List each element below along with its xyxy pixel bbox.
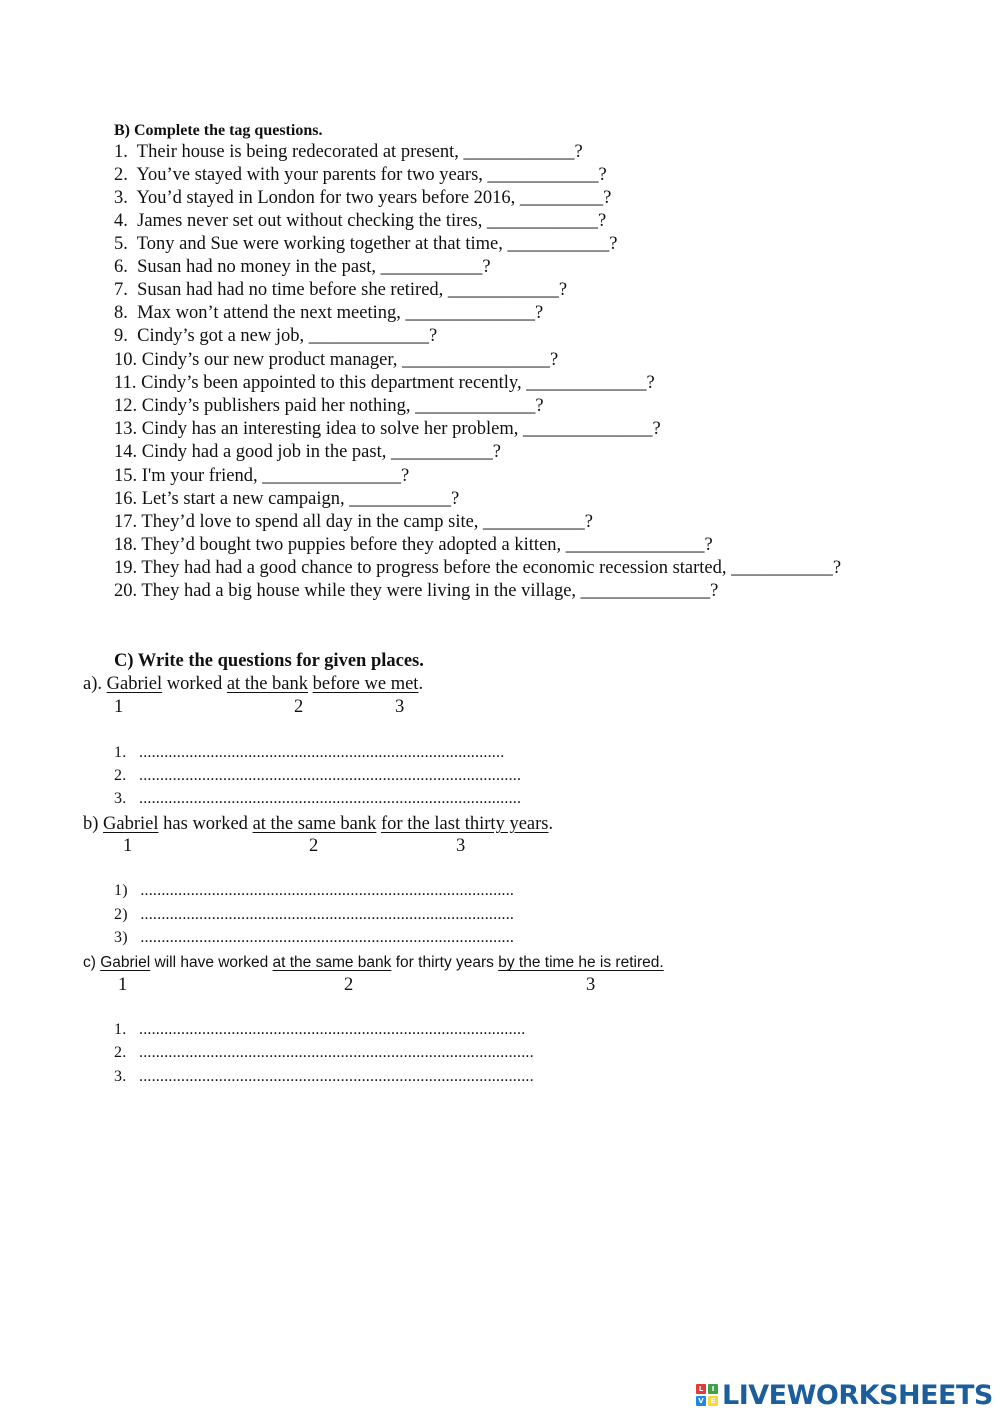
sentence-c-prefix: c): [83, 954, 101, 971]
answer-line[interactable]: 2) .........................................................................................: [114, 906, 515, 923]
question-item: 9. Cindy’s got a new job, _____________?: [114, 326, 438, 346]
sentence-b-part-2: at the same bank: [252, 814, 377, 834]
sentence-a: [83, 673, 423, 696]
marker-a-2: 2: [294, 697, 304, 717]
answer-line[interactable]: 3. ...........................................................................................: [114, 790, 522, 807]
sentence-b-suffix: .: [548, 814, 554, 834]
question-item: 4. James never set out without checking the tires, ____________?: [114, 211, 607, 231]
answer-line[interactable]: 1. ............................................................................................: [114, 1021, 526, 1038]
question-item: 8. Max won’t attend the next meeting, ______________?: [114, 303, 544, 323]
marker-c-3: 3: [586, 975, 596, 995]
question-item: 2. You’ve stayed with your parents for two years, ____________?: [114, 165, 607, 185]
question-item: 20. They had a big house while they were living in the village, ______________?: [114, 581, 719, 601]
answer-line[interactable]: 3) .........................................................................................: [114, 929, 515, 946]
question-item: 7. Susan had had no time before she retired, ____________?: [114, 280, 568, 300]
sentence-c-part-1: Gabriel: [100, 954, 151, 971]
question-item: 13. Cindy has an interesting idea to solve her problem, ______________?: [114, 419, 661, 439]
marker-b-2: 2: [309, 836, 319, 856]
question-item: 3. You’d stayed in London for two years before 2016, _________?: [114, 188, 612, 208]
logo-tile: V: [696, 1396, 706, 1406]
sentence-b-part-1: Gabriel: [103, 814, 159, 834]
sentence-a-part-1: Gabriel: [106, 674, 163, 694]
answer-line[interactable]: 1) .........................................................................................: [114, 882, 515, 899]
marker-c-1: 1: [118, 975, 128, 995]
question-item: 17. They’d love to spend all day in the camp site, ___________?: [114, 512, 594, 532]
answer-line[interactable]: 2. ...........................................................................................: [114, 767, 522, 784]
answer-line[interactable]: 3. ..............................................................................................: [114, 1068, 534, 1085]
question-item: 10. Cindy’s our new product manager, ________________?: [114, 350, 559, 370]
logo-text: LIVEWORKSHEETS: [722, 1379, 993, 1411]
sentence-b-prefix: b): [83, 814, 104, 834]
marker-a-3: 3: [395, 697, 405, 717]
sentence-a-mid-1: worked: [162, 674, 227, 694]
logo-tiles-icon: [696, 1384, 718, 1406]
marker-c-2: 2: [344, 975, 354, 995]
sentence-a-prefix: a).: [83, 674, 107, 694]
marker-b-3: 3: [456, 836, 466, 856]
sentence-b: [83, 813, 553, 836]
question-item: 1. Their house is being redecorated at present, ____________?: [114, 142, 583, 162]
question-item: 19. They had had a good chance to progress before the economic recession started, ___________?: [114, 558, 842, 578]
question-item: 16. Let’s start a new campaign, ___________?: [114, 489, 460, 509]
question-item: 6. Susan had no money in the past, ___________?: [114, 257, 491, 277]
logo-tile: I: [708, 1384, 718, 1394]
section-b-heading: B) Complete the tag questions.: [114, 122, 323, 139]
sentence-c-mid-2: for thirty years: [391, 954, 499, 971]
answer-line[interactable]: 1. .......................................................................................: [114, 744, 505, 761]
logo-tile: E: [708, 1396, 718, 1406]
question-item: 5. Tony and Sue were working together at that time, ___________?: [114, 234, 618, 254]
sentence-a-part-2: at the bank: [226, 674, 309, 694]
logo-tile: L: [696, 1384, 706, 1394]
section-c-heading: C) Write the questions for given places.: [114, 651, 424, 671]
sentence-a-suffix: .: [418, 674, 424, 694]
question-item: 14. Cindy had a good job in the past, ___________?: [114, 442, 501, 462]
question-item: 18. They’d bought two puppies before they adopted a kitten, _______________?: [114, 535, 713, 555]
answer-line[interactable]: 2. ..............................................................................................: [114, 1044, 534, 1061]
sentence-c-mid-1: will have worked: [150, 954, 273, 971]
sentence-c-part-3: by the time he is retired.: [498, 954, 664, 971]
marker-a-1: 1: [114, 697, 124, 717]
question-item: 11. Cindy’s been appointed to this department recently, _____________?: [114, 373, 655, 393]
liveworksheets-logo[interactable]: [696, 1378, 993, 1412]
question-item: 12. Cindy’s publishers paid her nothing, _____________?: [114, 396, 544, 416]
question-item: 15. I'm your friend, _______________?: [114, 466, 410, 486]
sentence-b-mid-1: has worked: [158, 814, 253, 834]
marker-b-1: 1: [123, 836, 133, 856]
sentence-a-part-3: before we met: [312, 674, 419, 694]
sentence-c: [83, 952, 664, 974]
sentence-c-part-2: at the same bank: [272, 954, 392, 971]
sentence-b-part-3: for the last thirty years: [381, 814, 549, 834]
